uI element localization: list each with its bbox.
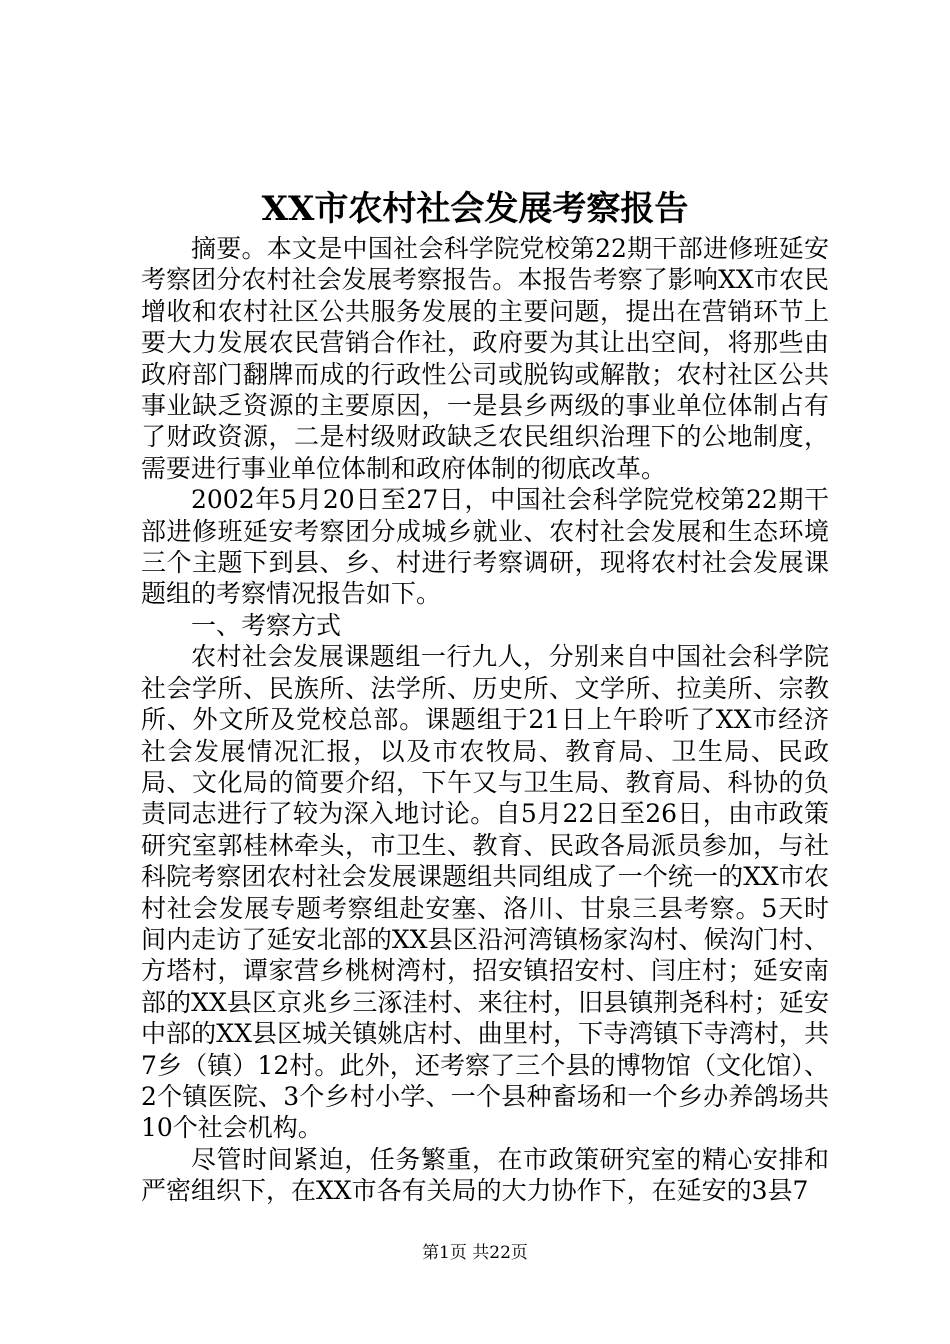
page-footer: 第1页 共22页 (422, 1243, 528, 1263)
section-heading: 一、考察方式 (191, 610, 342, 640)
intro-paragraph: 2002年5月20日至27日，中国社会科学院党校第22期干部进修班延安考察团分成城乡就业、农村社会发展和生态环境三个主题下到县、乡、村进行考察调研，现将农村社会发展课题组的考察情况报告如下。 (141, 485, 829, 609)
document-body (141, 233, 829, 1207)
continuation-paragraph: 尽管时间紧迫，任务繁重，在市政策研究室的精心安排和严密组织下，在XX市各有关局的大力协作下，在延安的3县7 (141, 1144, 829, 1206)
abstract-paragraph: 摘要。本文是中国社会科学院党校第22期干部进修班延安考察团分农村社会发展考察报告。本报告考察了影响XX市农民增收和农村社区公共服务发展的主要问题，提出在营销环节上要大力发展农民营销合作社，政府要为其让出空间，将那些由政府部门翻牌而成的行政性公司或脱钩或解散；农村社区公共事业缺乏资源的主要原因，一是县乡两级的事业单位体制占有了财政资源，二是村级财政缺乏农民组织治理下的公地制度，需要进行事业单位体制和政府体制的彻底改革。 (141, 234, 829, 483)
document-title: XX市农村社会发展考察报告 (261, 189, 689, 229)
method-paragraph: 农村社会发展课题组一行九人，分别来自中国社会科学院社会学所、民族所、法学所、历史所、文学所、拉美所、宗教所、外文所及党校总部。课题组于21日上午聆听了XX市经济社会发展情况汇报，以及市农牧局、教育局、卫生局、民政局、文化局的简要介绍，下午又与卫生局、教育局、科协的负责同志进行了较为深入地讨论。自5月22日至26日，由市政策研究室郭桂林牵头，市卫生、教育、民政各局派员参加，与社科院考察团农村社会发展课题组共同组成了一个统一的XX市农村社会发展专题考察组赴安塞、洛川、甘泉三县考察。5天时间内走访了延安北部的XX县区沿河湾镇杨家沟村、候沟门村、方塔村，谭家营乡桃树湾村，招安镇招安村、闫庄村；延安南部的XX县区京兆乡三涿洼村、来往村，旧县镇荆尧科村；延安中部的XX县区城关镇姚店村、曲里村，下寺湾镇下寺湾村，共7乡（镇）12村。此外，还考察了三个县的博物馆（文化馆）、2个镇医院、3个乡村小学、一个县种畜场和一个乡办养鸽场共10个社会机构。 (141, 642, 829, 1143)
